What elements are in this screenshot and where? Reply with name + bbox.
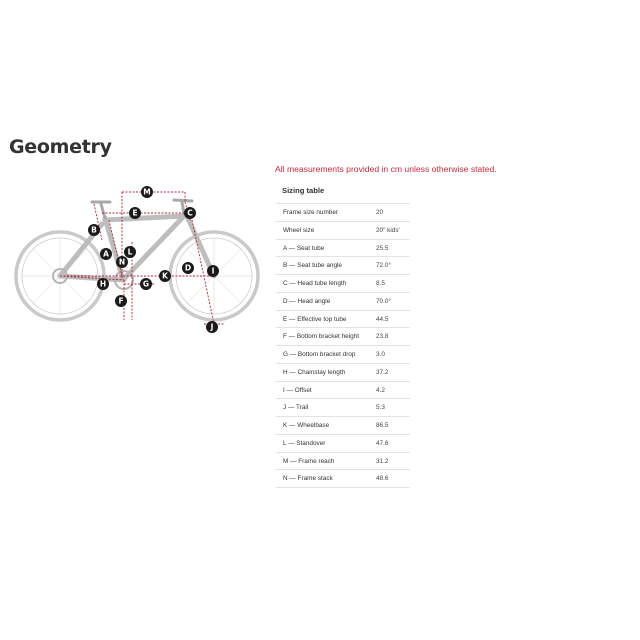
marker-j-label: J	[210, 322, 214, 332]
row-value: 31.2	[376, 457, 389, 465]
geometry-diagram	[14, 180, 264, 340]
table-row	[276, 257, 410, 275]
row-value: 25.5	[376, 244, 389, 252]
table-row	[276, 453, 410, 471]
marker-b-label: B	[91, 225, 97, 235]
marker-a-label: A	[103, 249, 109, 259]
table-row	[276, 293, 410, 311]
sizing-table-title: Sizing table	[282, 186, 325, 195]
marker-f-label: F	[118, 296, 124, 306]
row-label: F — Bottom bracket height	[283, 333, 360, 341]
table-row	[276, 364, 410, 382]
marker-k-label: K	[162, 271, 168, 281]
table-row	[276, 328, 410, 346]
marker-h-label: H	[99, 279, 107, 289]
row-value: 5.3	[376, 404, 385, 412]
marker-c-label: C	[187, 208, 193, 218]
table-row	[276, 417, 410, 435]
row-value: 3.0	[376, 351, 385, 358]
row-value: 47.6	[376, 439, 389, 447]
row-label: A — Seat tube	[283, 244, 325, 252]
row-label: G — Bottom bracket drop	[283, 351, 356, 358]
row-label: J — Trail	[283, 404, 309, 412]
row-value: 23.8	[376, 333, 389, 341]
row-label: H — Chainstay length	[283, 368, 346, 376]
row-label: Frame size number	[283, 209, 339, 216]
row-value: 20" kids'	[376, 226, 400, 234]
row-value: 70.0°	[376, 297, 391, 305]
table-row	[276, 240, 410, 258]
page-title: Geometry	[9, 136, 112, 158]
units-note: All measurements provided in cm unless otherwise stated.	[275, 164, 497, 174]
row-label: M — Frame reach	[283, 457, 335, 465]
marker-e-label: E	[132, 208, 138, 218]
row-value: 72.0°	[376, 262, 391, 270]
row-label: K — Wheelbase	[283, 422, 330, 429]
marker-g-label: G	[142, 279, 150, 289]
sizing-table	[276, 203, 410, 488]
row-value: 37.2	[376, 368, 389, 376]
row-label: I — Offset	[283, 386, 312, 394]
row-value: 44.5	[376, 315, 389, 323]
table-row	[276, 275, 410, 293]
row-label: D — Head angle	[283, 297, 331, 305]
row-value: 86.5	[376, 422, 389, 429]
row-label: Wheel size	[283, 226, 315, 234]
row-value: 4.2	[376, 386, 385, 394]
table-row	[276, 399, 410, 417]
table-row	[276, 435, 410, 453]
row-label: L — Standover	[283, 439, 326, 447]
row-value: 48.6	[376, 475, 389, 483]
marker-d-label: D	[184, 263, 192, 273]
table-row	[276, 222, 410, 240]
row-label: B — Seat tube angle	[283, 262, 342, 270]
table-row	[276, 346, 410, 364]
row-label: N — Frame stack	[283, 475, 333, 483]
marker-n-label: N	[118, 257, 126, 267]
row-value: 20	[376, 209, 384, 216]
table-row	[276, 382, 410, 400]
table-row	[276, 311, 410, 329]
marker-i-label: I	[211, 266, 215, 276]
row-label: C — Head tube length	[283, 280, 347, 287]
row-label: E — Effective top tube	[283, 315, 347, 323]
row-value: 8.5	[376, 280, 385, 287]
marker-l-label: L	[127, 247, 133, 257]
table-row	[276, 204, 410, 222]
marker-m-label: M	[143, 187, 151, 197]
table-row	[276, 470, 410, 488]
